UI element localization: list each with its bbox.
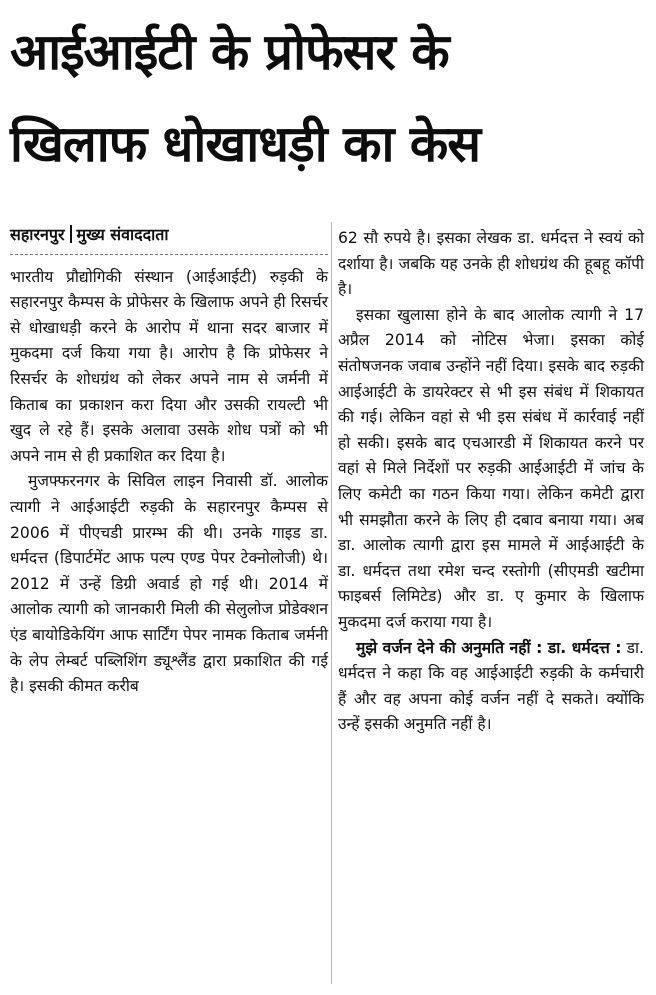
- headline: [10, 6, 646, 190]
- paragraph: भारतीय प्रौद्योगिकी संस्थान (आईआईटी) रुड़की के सहारनपुर कैम्पस के प्रोफेसर के खिलाफ अपने ही रिसर्चर से धोखाधड़ी करने के आरोप में थाना सदर बाजार में मुकदमा दर्ज किया गया है। आरोप है कि प्रोफेसर ने रिसर्चर के शोधग्रंथ को लेकर अपने नाम से जर्मनी में किताब का प्रकाशन करा दिया और उसकी रायल्टी भी खुद ले रहे हैं। इसके अलावा उसके शोध पत्रों को भी अपने नाम से ही प्रकाशित कर दिया है।: [10, 267, 328, 465]
- subheading: मुझे वर्जन देने की अनुमति नहीं : डा. धर्मदत्त :: [356, 638, 622, 657]
- dateline: [10, 222, 328, 255]
- final-paragraph: [338, 636, 644, 738]
- paragraph: मुजफ्फरनगर के सिविल लाइन निवासी डॉ. आलोक त्यागी ने आईआईटी रुड़की के सहारनपुर कैम्पस से 2006 में पीएचडी प्रारम्भ की थी। उनके गाइड डा. धर्मदत्त (डिपार्टमेंट आफ पल्प एण्ड पेपर टेक्नोलोजी) थे। 2012 में उन्हें डिग्री अवार्ड हो गई थी। 2014 में आलोक त्यागी को जानकारी मिली की सेलुलोज प्रोडेक्शन एंड बायोडिकेयिंग आफ सार्टिंग पेपर नामक किताब जर्मनी के लेप लेम्बर्ट पब्लिशिंग ड्यूश्लैंड द्वारा प्रकाशित की गई है। इसकी कीमत करीब: [10, 472, 328, 696]
- headline-line-1: आईआईटी के प्रोफेसर के: [10, 23, 449, 81]
- final-text: डा. धर्मदत्त ने कहा कि वह आईआईटी रुड़की के कर्मचारी हैं और वह अपना कोई वर्जन नहीं दे सकते। क्योंकि उन्हें इसकी अनुमति नहीं है।: [338, 638, 644, 734]
- dateline-byline: मुख्य संवाददाता: [76, 225, 169, 244]
- paragraph: 62 सौ रुपये है। इसका लेखक डा. धर्मदत्त ने स्वयं को दर्शाया है। जबकि यह उनके ही शोधग्रंथ की हूबहू कॉपी है।: [338, 229, 644, 299]
- dateline-separator: [70, 225, 72, 243]
- right-column: [338, 226, 644, 738]
- dateline-place: सहारनपुर: [10, 225, 65, 244]
- headline-line-2: खिलाफ धोखाधड़ी का केस: [10, 115, 481, 173]
- column-divider: [331, 222, 332, 984]
- left-column: [10, 222, 328, 700]
- paragraph: इसका खुलासा होने के बाद आलोक त्यागी ने 17 अप्रैल 2014 को नोटिस भेजा। इसका कोई संतोषजनक जवाब उन्होंने नहीं दिया। इसके बाद रुड़की आईआईटी के डायरेक्टर से भी इस संबंध में शिकायत की गई। लेकिन वहां से भी इस संबंध में कार्रवाई नहीं हो सकी। इसके बाद एचआरडी में शिकायत करने पर वहां से मिले निर्देशों पर रुड़की आईआईटी में जांच के लिए कमेटी का गठन किया गया। लेकिन कमेटी द्वारा भी समझौता करने के लिए ही दबाव बनाया गया। अब डा. आलोक त्यागी द्वारा इस मामले में आईआईटी के डा. धर्मदत्त तथा रमेश चन्द रस्तोगी (सीएमडी खटीमा फाइबर्स लिमिटेड) और डा. ए कुमार के खिलाफ मुकदमा दर्ज कराया गया है।: [338, 305, 644, 631]
